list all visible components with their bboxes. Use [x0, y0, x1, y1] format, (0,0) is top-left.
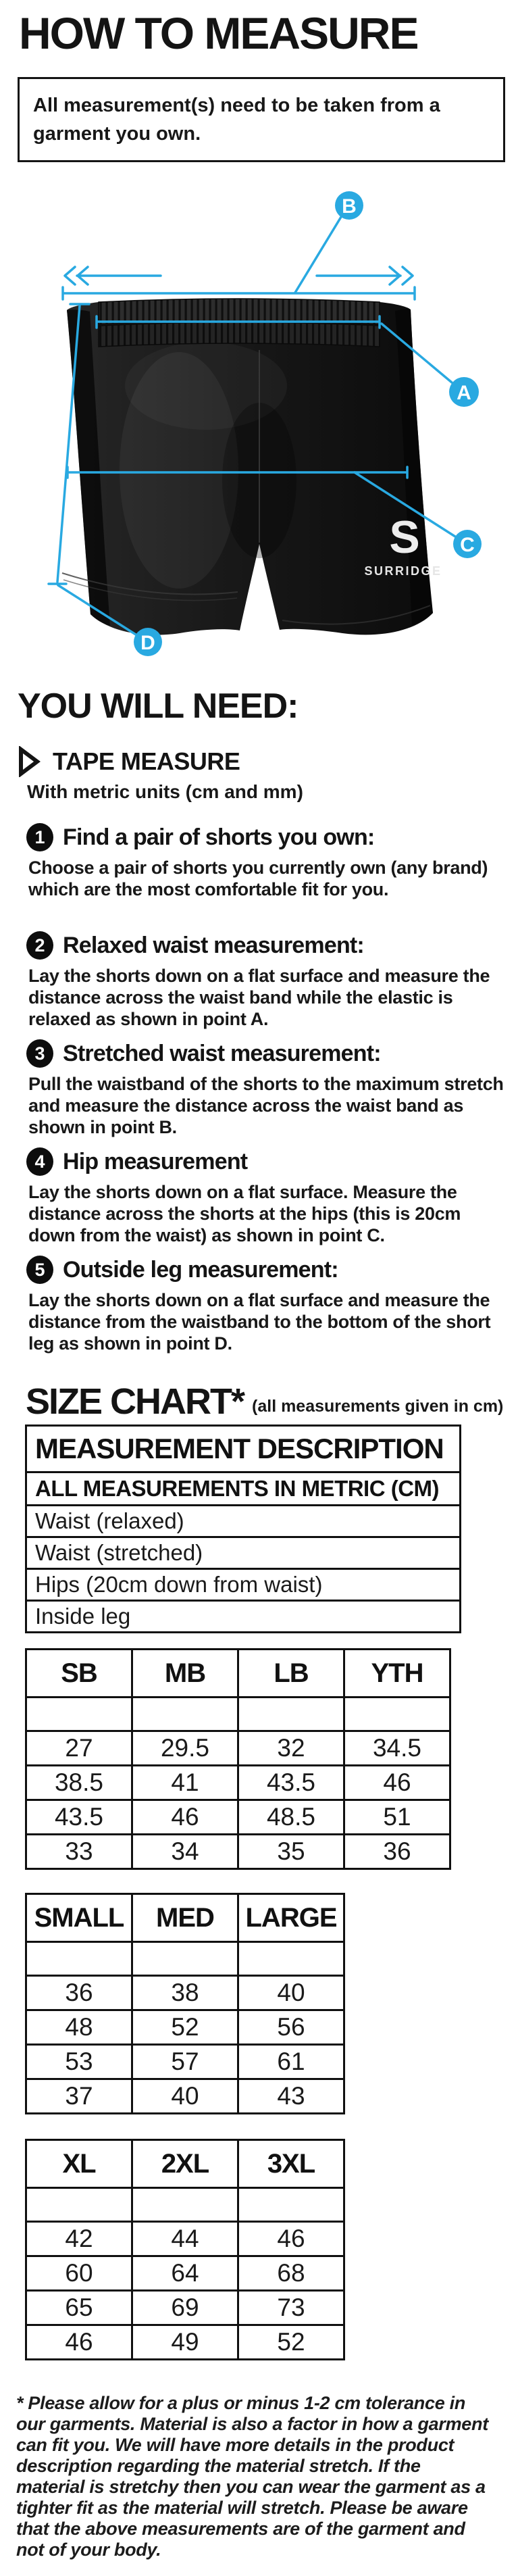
size-value-cell: 42	[26, 2222, 132, 2256]
step-number-badge: 1	[26, 823, 53, 851]
step-item	[18, 1147, 518, 1246]
size-column-header: LB	[238, 1650, 344, 1698]
size-value-cell	[132, 2188, 238, 2222]
size-value-cell: 64	[132, 2256, 238, 2291]
size-value-cell: 57	[132, 2045, 238, 2079]
you-will-need-heading: YOU WILL NEED:	[18, 687, 299, 726]
stretch-arrow-left	[65, 267, 161, 284]
size-value-cell: 36	[26, 1976, 132, 2010]
size-value-cell: 34	[132, 1835, 238, 1869]
size-value-cell: 73	[238, 2291, 344, 2325]
tape-measure-note: With metric units (cm and mm)	[27, 781, 303, 802]
size-column-header: 3XL	[238, 2140, 344, 2188]
size-value-cell: 46	[132, 1800, 238, 1835]
step-description: Choose a pair of shorts you currently own (any brand) which are the most comfortable fit for you.	[28, 858, 488, 899]
measurement-figure	[0, 173, 518, 687]
size-value-cell: 41	[132, 1766, 238, 1800]
size-value-cell: 46	[238, 2222, 344, 2256]
size-value-cell: 38	[132, 1976, 238, 2010]
size-column-header: SB	[26, 1650, 132, 1698]
size-value-cell	[238, 2188, 344, 2222]
step-description: Lay the shorts down on a flat surface. Measure the distance across the shorts at the hips (this is 20cm down from the waist) as shown in point C.	[28, 1182, 461, 1245]
step-item	[18, 1039, 518, 1138]
size-value-cell: 49	[132, 2325, 238, 2360]
size-value-cell: 46	[26, 2325, 132, 2360]
size-value-cell: 56	[238, 2010, 344, 2045]
table-cell: Waist (relaxed)	[26, 1506, 461, 1537]
size-value-cell	[132, 1942, 238, 1976]
size-value-cell: 36	[344, 1835, 450, 1869]
step-heading-row	[26, 931, 518, 960]
marker-a-label: A	[457, 382, 471, 404]
step-item	[18, 1256, 518, 1354]
size-value-cell: 48.5	[238, 1800, 344, 1835]
step-description: Lay the shorts down on a flat surface and measure the distance from the waistband to the bottom of the short leg as shown in point D.	[28, 1290, 491, 1354]
size-column-header: YTH	[344, 1650, 450, 1698]
size-value-cell: 61	[238, 2045, 344, 2079]
size-chart-heading: SIZE CHART*	[26, 1381, 244, 1422]
table-cell: Waist (stretched)	[26, 1537, 461, 1569]
marker-b-leader	[295, 217, 341, 293]
size-value-cell: 65	[26, 2291, 132, 2325]
page-title: HOW TO MEASURE	[19, 8, 418, 58]
marker-d-label: D	[140, 632, 155, 654]
size-value-cell: 38.5	[26, 1766, 132, 1800]
stretched-waist-line	[63, 287, 415, 299]
size-value-cell	[132, 1698, 238, 1731]
tape-measure-row	[18, 746, 518, 777]
size-value-cell: 60	[26, 2256, 132, 2291]
size-value-cell	[344, 1698, 450, 1731]
size-table	[25, 1893, 345, 2114]
size-value-cell: 69	[132, 2291, 238, 2325]
notice-text: All measurement(s) need to be taken from a garment you own.	[33, 95, 440, 145]
marker-b-label: B	[342, 195, 357, 218]
table-cell: ALL MEASUREMENTS IN METRIC (CM)	[26, 1472, 461, 1506]
waistband-lower	[99, 322, 380, 347]
size-value-cell: 48	[26, 2010, 132, 2045]
shorts-illustration	[0, 173, 518, 687]
size-table	[25, 1648, 451, 1870]
size-chart-note: (all measurements given in cm)	[252, 1397, 504, 1416]
step-heading-row	[26, 823, 518, 851]
stretch-arrow-right	[317, 267, 413, 284]
table-cell: MEASUREMENT DESCRIPTION	[26, 1426, 461, 1472]
size-value-cell: 43.5	[26, 1800, 132, 1835]
table-cell: Hips (20cm down from waist)	[26, 1569, 461, 1601]
measurement-description-table	[25, 1425, 461, 1633]
size-value-cell: 53	[26, 2045, 132, 2079]
size-tables	[0, 1648, 518, 2360]
tape-measure-icon	[18, 746, 41, 777]
size-value-cell: 29.5	[132, 1731, 238, 1766]
size-value-cell	[26, 1698, 132, 1731]
step-title: Outside leg measurement:	[63, 1256, 338, 1283]
size-chart-heading-row	[26, 1383, 518, 1420]
size-column-header: MED	[132, 1894, 238, 1942]
size-value-cell: 37	[26, 2079, 132, 2114]
size-value-cell	[26, 1942, 132, 1976]
footnote: * Please allow for a plus or minus 1-2 cm tolerance in our garments. Material is also a factor in how a garment can fit you. We will have more details in the product description regarding the material stretch. If the material is stretchy then you can wear the garment as a tighter fit as the material will stretch. Please be aware that the above measurements are of the garment and not of your body.	[16, 2393, 488, 2560]
step-heading-row	[26, 1147, 518, 1176]
step-heading-row	[26, 1039, 518, 1068]
step-title: Hip measurement	[63, 1148, 248, 1174]
step-item	[18, 823, 518, 900]
size-value-cell: 27	[26, 1731, 132, 1766]
size-column-header: 2XL	[132, 2140, 238, 2188]
size-value-cell: 52	[238, 2325, 344, 2360]
size-value-cell: 68	[238, 2256, 344, 2291]
step-number-badge: 3	[26, 1039, 53, 1068]
size-value-cell: 40	[238, 1976, 344, 2010]
step-number-badge: 2	[26, 931, 53, 960]
marker-c-label: C	[460, 534, 475, 556]
surridge-logo-mark: S	[389, 512, 420, 563]
size-value-cell: 34.5	[344, 1731, 450, 1766]
size-value-cell: 40	[132, 2079, 238, 2114]
size-value-cell: 51	[344, 1800, 450, 1835]
size-value-cell: 33	[26, 1835, 132, 1869]
size-value-cell: 32	[238, 1731, 344, 1766]
step-title: Relaxed waist measurement:	[63, 932, 364, 958]
surridge-logo-text: SURRIDGE	[364, 564, 442, 578]
size-column-header: SMALL	[26, 1894, 132, 1942]
steps-list	[18, 823, 518, 1354]
table-cell: Inside leg	[26, 1601, 461, 1633]
step-title: Stretched waist measurement:	[63, 1040, 381, 1066]
size-column-header: MB	[132, 1650, 238, 1698]
step-heading-row	[26, 1256, 518, 1284]
size-table	[25, 2139, 345, 2360]
size-value-cell	[238, 1698, 344, 1731]
size-value-cell: 35	[238, 1835, 344, 1869]
step-number-badge: 5	[26, 1256, 53, 1284]
size-column-header: LARGE	[238, 1894, 344, 1942]
notice-box	[18, 77, 505, 162]
step-number-badge: 4	[26, 1147, 53, 1176]
size-value-cell: 44	[132, 2222, 238, 2256]
tape-measure-label: TAPE MEASURE	[53, 747, 240, 775]
size-column-header: XL	[26, 2140, 132, 2188]
step-description: Lay the shorts down on a flat surface and measure the distance across the waist band while the elastic is relaxed as shown in point A.	[28, 966, 490, 1029]
size-value-cell: 46	[344, 1766, 450, 1800]
step-item	[18, 931, 518, 1030]
size-value-cell: 43	[238, 2079, 344, 2114]
step-title: Find a pair of shorts you own:	[63, 824, 375, 850]
size-value-cell: 43.5	[238, 1766, 344, 1800]
size-value-cell	[26, 2188, 132, 2222]
step-description: Pull the waistband of the shorts to the maximum stretch and measure the distance across the waist band as shown in point B.	[28, 1074, 504, 1137]
size-value-cell: 52	[132, 2010, 238, 2045]
size-value-cell	[238, 1942, 344, 1976]
